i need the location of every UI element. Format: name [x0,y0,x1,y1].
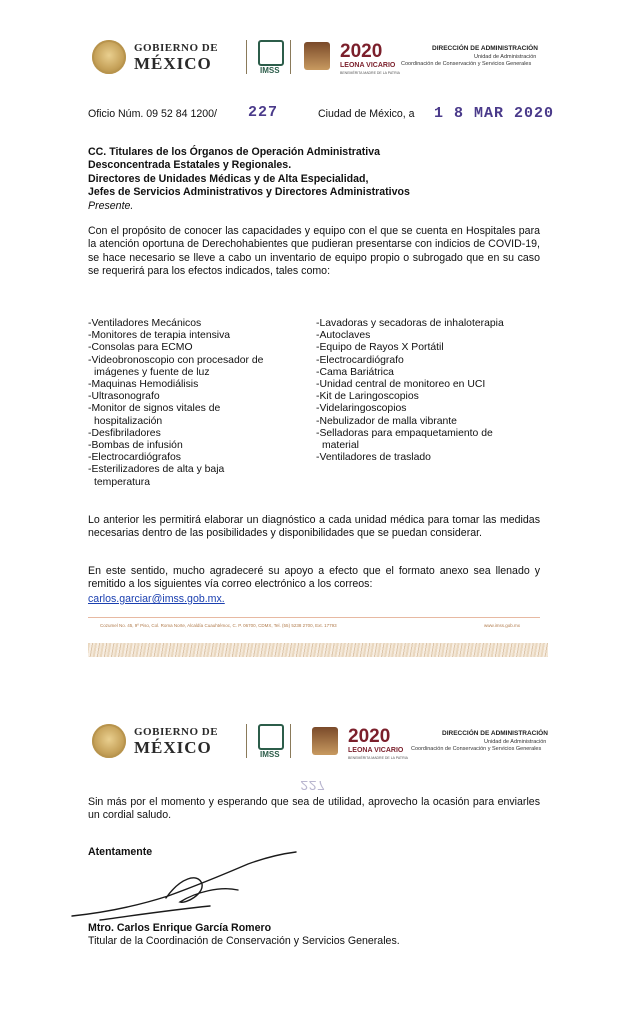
request-paragraph: En este sentido, mucho agradeceré su apoyo a efecto que el formato anexo sea llenado y remitido a los siguientes vía correo electrónico a los correos: [88,565,540,591]
equipment-list-right [316,318,546,464]
list-item: -Videlaringoscopios [316,403,407,415]
recipient-line: Directores de Unidades Médicas y de Alta Especialidad, [88,173,369,185]
list-item: -Monitor de signos vitales de [88,403,221,415]
list-item: imágenes y fuente de luz [94,366,210,378]
leona-vicario-portrait-icon [304,42,330,70]
mexico-text: MÉXICO [134,54,212,73]
list-item: material [322,440,359,452]
divider [246,40,247,74]
closing-paragraph: Sin más por el momento y esperando que sea de utilidad, aprovecho la ocasión para enviarles un cordial saludo. [88,796,540,822]
mexico-seal-icon [92,724,126,758]
list-item: -Nebulizador de malla vibrante [316,415,457,427]
signer-title: Titular de la Coordinación de Conservación y Servicios Generales. [88,935,400,947]
list-item: -Autoclaves [316,330,371,342]
leona-vicario-subtitle: BENEMÉRITA MADRE DE LA PATRIA [340,71,400,75]
direction-coordination: Coordinación de Conservación y Servicios Generales [401,61,532,67]
leona-vicario-text: LEONA VICARIO [348,747,404,754]
direction-title: DIRECCIÓN DE ADMINISTRACIÓN [442,730,548,737]
leona-vicario-text: LEONA VICARIO [340,62,396,69]
direction-unit: Unidad de Administración [484,739,547,745]
oficio-number: 227 [248,104,279,121]
footer-pattern-band [88,643,548,657]
list-item: -Videobronoscopio con procesador de [88,354,264,366]
footer-rule [88,617,540,618]
list-item: -Kit de Laringoscopios [316,391,419,403]
email-link[interactable]: carlos.garciar@imss.gob.mx. [88,593,225,605]
footer-website: www.imss.gob.mx [484,623,521,628]
list-item: temperatura [94,476,151,488]
intro-paragraph: Con el propósito de conocer las capacidades y equipo con el que se cuenta en Hospitales para la atención oportuna de Derechohabientes que pudieran presentarse con indicios de COVID-19, se hace necesario se lleve a cabo un inventario de equipo propio o subrogado que en su caso se requerirá para los efectos indicados, tales como: [88,225,540,278]
diagnosis-paragraph: Lo anterior les permitirá elaborar un diagnóstico a cada unidad médica para tomar las medidas necesarias dentro de las posibilidades y disponibilidades que se puedan considerar. [88,514,540,540]
presente-text: Presente. [88,200,134,212]
imss-text: IMSS [260,66,280,75]
direction-coordination: Coordinación de Conservación y Servicios Generales [411,746,542,752]
list-item: -Electrocardiógrafos [88,452,181,464]
list-item: -Ultrasonografo [88,391,160,403]
list-item: hospitalización [94,415,163,427]
list-item: -Bombas de infusión [88,440,183,452]
list-item: -Selladoras para empaquetamiento de [316,427,493,439]
year-2020: 2020 [348,726,391,747]
list-item: -Lavadoras y secadoras de inhaloterapia [316,318,504,329]
recipient-line: CC. Titulares de los Órganos de Operación Administrativa [88,146,380,158]
list-item: -Unidad central de monitoreo en UCI [316,379,486,391]
list-item: -Equipo de Rayos X Portátil [316,342,444,354]
oficio-label: Oficio Núm. 09 52 84 1200/ [88,108,217,120]
imss-text: IMSS [260,750,280,759]
recipient-line: Desconcentrada Estatales y Regionales. [88,159,292,171]
signature-icon [70,850,310,930]
list-item: -Esterilizadores de alta y baja [88,464,225,476]
divider [290,724,291,758]
list-item: -Monitores de terapia intensiva [88,330,231,342]
place-text: Ciudad de México, a [318,108,415,120]
footer-address: Cozumel No. 45, 9º Piso, Col. Roma Norte, Alcaldía Cuauhtémoc, C. P. 06700, CDMX, Tel. (55) 5238 2700, Ext. 17793 [100,623,337,628]
imss-logo-icon [258,40,284,66]
direction-title: DIRECCIÓN DE ADMINISTRACIÓN [432,45,538,52]
divider [246,724,247,758]
mexico-seal-icon [92,40,126,74]
gobierno-de-text: GOBIERNO DE [134,726,219,738]
direction-unit: Unidad de Administración [474,54,537,60]
recipient-line: Jefes de Servicios Administrativos y Directores Administrativos [88,186,410,198]
atentamente-text: Atentamente [88,846,153,858]
leona-vicario-portrait-icon [312,727,338,755]
divider [290,40,291,74]
leona-vicario-subtitle: BENEMÉRITA MADRE DE LA PATRIA [348,756,408,760]
list-item: -Ventiladores Mecánicos [88,318,202,329]
bleed-through-number: 227 [300,776,326,792]
equipment-list-left [88,318,316,489]
date-stamp: 1 8 MAR 2020 [434,105,555,122]
list-item: -Ventiladores de traslado [316,452,431,464]
list-item: -Electrocardiógrafo [316,354,404,366]
list-item: -Maquinas Hemodiálisis [88,379,199,391]
list-item: -Cama Bariátrica [316,366,394,378]
mexico-text: MÉXICO [134,738,212,757]
year-2020: 2020 [340,41,383,62]
list-item: -Consolas para ECMO [88,342,193,354]
gobierno-de-text: GOBIERNO DE [134,42,219,54]
signer-name: Mtro. Carlos Enrique García Romero [88,922,272,934]
imss-logo-icon [258,724,284,750]
list-item: -Desfibriladores [88,427,161,439]
